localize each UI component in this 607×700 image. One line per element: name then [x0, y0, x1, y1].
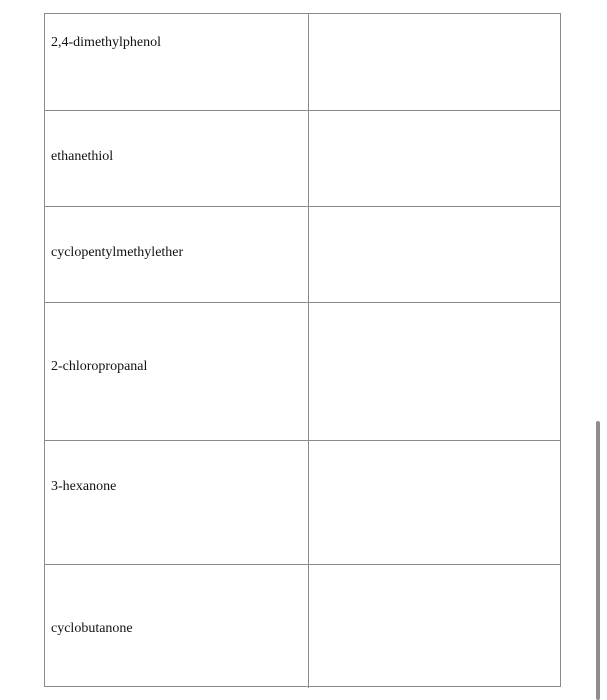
table-row	[45, 207, 560, 303]
answer-cell[interactable]	[309, 111, 560, 206]
compound-name-cell	[45, 441, 309, 564]
answer-cell[interactable]	[309, 565, 560, 688]
table-row	[45, 303, 560, 441]
compound-name-cell	[45, 303, 309, 440]
compound-name-cell	[45, 565, 309, 688]
compound-name-cell	[45, 111, 309, 206]
compound-table	[44, 13, 561, 687]
answer-cell[interactable]	[309, 14, 560, 110]
table-row	[45, 565, 560, 688]
vertical-scrollbar[interactable]	[596, 421, 600, 700]
compound-name: cyclobutanone	[51, 621, 133, 636]
compound-name: cyclopentylmethylether	[51, 245, 184, 260]
table-row	[45, 441, 560, 565]
answer-cell[interactable]	[309, 303, 560, 440]
compound-name: 2-chloropropanal	[51, 359, 148, 374]
compound-name: 3-hexanone	[51, 479, 117, 494]
table-row	[45, 14, 560, 111]
answer-cell[interactable]	[309, 207, 560, 302]
table-row	[45, 111, 560, 207]
answer-cell[interactable]	[309, 441, 560, 564]
compound-name-cell	[45, 14, 309, 110]
compound-name-cell	[45, 207, 309, 302]
compound-name: 2,4-dimethylphenol	[51, 35, 162, 50]
compound-name: ethanethiol	[51, 149, 114, 164]
